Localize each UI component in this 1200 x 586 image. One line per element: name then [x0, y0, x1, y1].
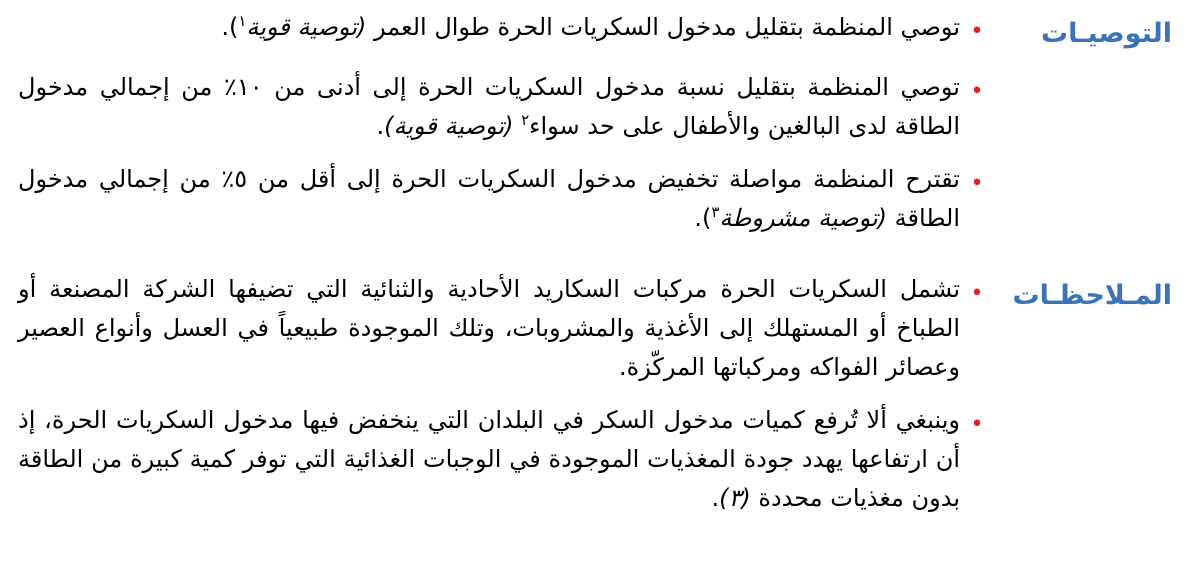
remark-text: تشمل السكريات الحرة مركبات السكاريد الأحادية والثنائية التي تضيفها الشركة المصنعة أو الطباخ أو المستهلك إلى الأغذية والمشروبات، وتلك الموجودة طبيعياً في العسل وأنواع العصير وعصائر الفواكه ومركباتها المركّزة. [18, 275, 960, 381]
recommendation-text [18, 68, 960, 146]
footnote-marker: ١ [238, 12, 247, 30]
recommendation-end: . [376, 112, 385, 140]
recommendation-strength: (توصية قوية) [384, 112, 514, 140]
bullet-icon: • [970, 281, 984, 306]
recommendation-strength: (توصية مشروطة [719, 204, 888, 232]
recommendation-end: ). [221, 13, 239, 41]
recommendation-item [18, 8, 994, 54]
section-spacer [18, 252, 1172, 270]
recommendation-body: تقترح المنظمة مواصلة تخفيض مدخول السكريات الحرة إلى أقل من ٥٪ من إجمالي مدخول الطاقة [18, 165, 960, 232]
remarks-section [18, 270, 1172, 532]
footnote-marker: ٣ [711, 203, 720, 221]
recommendation-item [18, 160, 994, 238]
remark-body: وينبغي ألا تُرفع كميات مدخول السكر في البلدان التي ينخفض فيها مدخول السكريات الحرة، إذ أن ارتفاعها يهدد جودة المغذيات الموجودة في الوجبات الغذائية التي توفر كمية كبيرة من الطاقة بدون مغذيات محددة [18, 406, 960, 512]
recommendation-body: توصي المنظمة بتقليل نسبة مدخول السكريات الحرة إلى أدنى من ١٠٪ من إجمالي مدخول الطاقة لدى البالغين والأطفال على حد سواء [18, 73, 960, 140]
remark-item [18, 401, 994, 518]
remark-text [18, 401, 960, 518]
bullet-icon: • [970, 171, 984, 196]
footnote-marker: ٢ [521, 111, 530, 129]
bullet-icon: • [970, 19, 984, 44]
recommendation-text [18, 8, 960, 47]
bullet-icon: • [970, 79, 984, 104]
recommendations-list [18, 8, 994, 252]
recommendation-text [18, 160, 960, 238]
reference-marker: (٣) [719, 484, 751, 512]
recommendation-item [18, 68, 994, 146]
recommendations-heading: التوصيـات [1041, 18, 1172, 49]
remark-end: . [711, 484, 720, 512]
recommendation-body: توصي المنظمة بتقليل مدخول السكريات الحرة طوال العمر [374, 13, 960, 41]
recommendation-end: ). [694, 204, 712, 232]
remark-item [18, 270, 994, 387]
remarks-list [18, 270, 994, 532]
recommendations-section [18, 8, 1172, 252]
bullet-icon: • [970, 412, 984, 437]
recommendation-strength: (توصية قوية [246, 13, 367, 41]
remarks-heading: المـلاحظـات [1012, 280, 1172, 311]
